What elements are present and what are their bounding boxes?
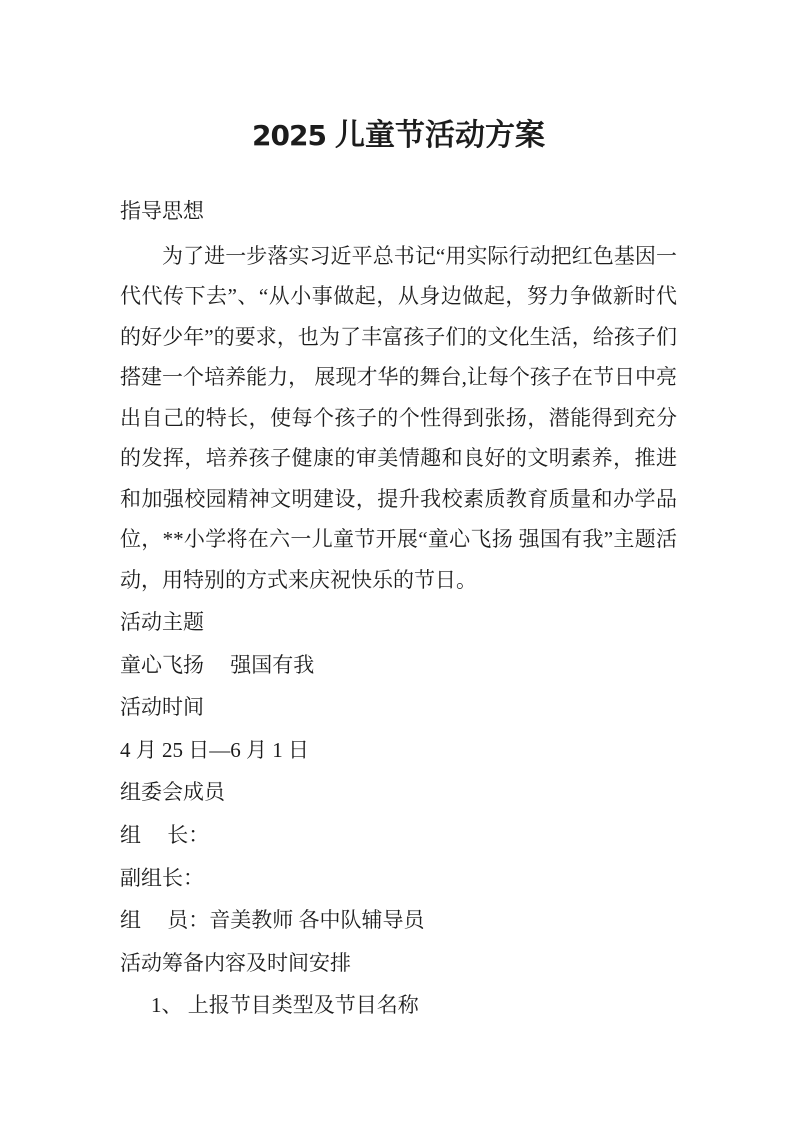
section-heading-activity-theme: 活动主题 bbox=[120, 610, 204, 635]
section-heading-preparation-schedule: 活动筹备内容及时间安排 bbox=[120, 950, 351, 975]
section-heading-activity-time: 活动时间 bbox=[120, 695, 204, 720]
title-text: 儿童节活动方案 bbox=[334, 119, 545, 152]
title-year: 2025 bbox=[252, 119, 326, 152]
body-paragraph-guiding-ideology: 为了进一步落实习近平总书记“用实际行动把红色基因一代代传下去”、“从小事做起，从身边做起，努力争做新时代的好少年”的要求，也为了丰富孩子们的文化生活，给孩子们搭建一个培养能力， 展现才华的舞台,让每个孩子在节日中亮出自己的特长，使每个孩子的个性得到张扬，潜能得到充分的发挥，培养孩子健康的审美情趣和良好的文明素养，推进和加强校园精神文明建设，提升我校素质教育质量和办学品位，**小学将在六一儿童节开展“童心飞扬 强国有我”主题活动，用特别的方式来庆祝快乐的节日。 bbox=[120, 243, 677, 592]
document-title bbox=[120, 112, 677, 160]
committee-members-label: 组 员：音美教师 各中队辅导员 bbox=[120, 908, 425, 933]
activity-time-value: 4 月 25 日—6 月 1 日 bbox=[120, 737, 309, 762]
document-content bbox=[0, 112, 793, 1027]
list-item-report-program: 1、 上报节目类型及节目名称 bbox=[151, 993, 419, 1018]
section-heading-guiding-ideology: 指导思想 bbox=[120, 199, 204, 223]
committee-leader-label: 组 长： bbox=[120, 823, 210, 848]
activity-theme-value: 童心飞扬 强国有我 bbox=[120, 652, 315, 677]
committee-deputy-leader-label: 副组长： bbox=[120, 865, 204, 890]
section-heading-committee-members: 组委会成员 bbox=[120, 780, 225, 805]
